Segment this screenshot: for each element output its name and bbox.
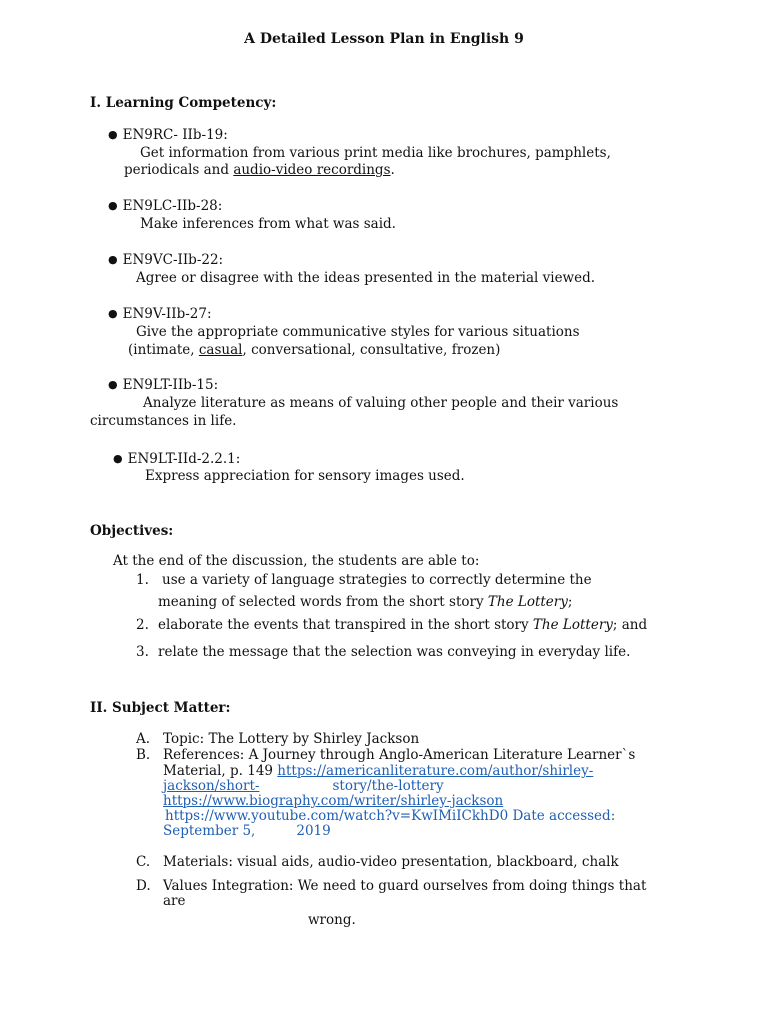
bullet-icon: ● (108, 128, 118, 141)
objective-text: elaborate the events that transpired in the short story (158, 617, 533, 633)
objectives-intro: At the end of the discussion, the students are able to: (113, 553, 480, 569)
biography-link-text[interactable]: https://www.biography.com/writer/shirley-jackson (163, 793, 504, 809)
objective-text: use a variety of language strategies to correctly determine the (162, 572, 592, 588)
bullet-icon: ● (108, 253, 118, 266)
section-heading-subject-matter (90, 699, 231, 717)
date-accessed-label: Date accessed: (512, 808, 616, 824)
subject-item-cont: are (163, 893, 186, 909)
objective-number: 3. (136, 644, 149, 660)
section-title: Subject Matter: (112, 700, 231, 716)
date-text: September 5, (163, 823, 256, 839)
text-span: periodicals and (124, 162, 234, 178)
text-span: ; (567, 594, 573, 610)
competency-description-cont (128, 341, 500, 359)
objectives-heading: Objectives: (90, 523, 174, 539)
objective-text: relate the message that the selection was conveying in everyday life. (158, 644, 631, 660)
bullet-icon: ● (108, 378, 118, 391)
bullet-icon: ● (108, 199, 118, 212)
objective-number: 2. (136, 617, 149, 633)
section-numeral: II. (90, 700, 108, 716)
date-accessed-value (163, 822, 331, 840)
competency-code: EN9VC-IIb-22: (122, 252, 224, 268)
competency-code: EN9LT-IIb-15: (122, 377, 219, 393)
objective-item (136, 571, 592, 589)
story-title: The Lottery (532, 617, 613, 633)
subject-letter: D. (136, 878, 151, 894)
objective-item (136, 616, 647, 634)
competency-item-code (108, 197, 222, 216)
competency-item-code (108, 126, 228, 145)
page-title: A Detailed Lesson Plan in English 9 (244, 31, 524, 47)
bullet-icon: ● (108, 307, 118, 320)
competency-code: EN9V-IIb-27: (122, 306, 212, 322)
competency-item-code (108, 376, 218, 395)
objective-item-cont (158, 593, 572, 611)
text-span: Material, p. 149 (163, 763, 278, 779)
americanliterature-link-cont[interactable]: jackson/short- (163, 778, 260, 794)
casual-underlined: casual (198, 342, 243, 358)
text-span: . (390, 162, 395, 178)
competency-description: Make inferences from what was said. (140, 216, 396, 232)
section-title: Learning Competency: (105, 95, 277, 111)
section-numeral: I. (90, 95, 102, 111)
subject-letter: C. (136, 854, 151, 870)
text-span: meaning of selected words from the short story (158, 594, 488, 610)
objective-item (136, 643, 630, 661)
subject-letter: A. (136, 731, 151, 747)
subject-item-cont: wrong. (308, 912, 356, 928)
competency-item-code (108, 251, 223, 270)
subject-item (136, 877, 646, 895)
competency-description: Express appreciation for sensory images used. (145, 468, 465, 484)
competency-code: EN9LT-IId-2.2.1: (127, 451, 241, 467)
bullet-icon: ● (113, 452, 123, 465)
subject-item (136, 853, 619, 871)
americanliterature-link-cont-2[interactable]: story/the-lottery (332, 778, 444, 794)
section-heading-learning-competency (90, 94, 276, 112)
subject-text: Values Integration: We need to guard ourselves from doing things that (163, 878, 647, 894)
competency-code: EN9LC-IIb-28: (122, 198, 223, 214)
audio-video-recordings-link[interactable]: audio-video recordings (233, 162, 391, 178)
objective-number: 1. (136, 572, 149, 588)
subject-text: Topic: The Lottery by Shirley Jackson (163, 731, 420, 747)
text-span: (intimate, (128, 342, 199, 358)
competency-description-cont: circumstances in life. (90, 413, 237, 429)
competency-description: Analyze literature as means of valuing other people and their various (143, 395, 619, 411)
subject-text: Materials: visual aids, audio-video presentation, blackboard, chalk (163, 854, 619, 870)
youtube-link[interactable]: https://www.youtube.com/watch?v=KwIMiICkhD0 (165, 808, 509, 824)
text-span: ; and (612, 617, 648, 633)
competency-description-cont (124, 161, 395, 179)
competency-description: Agree or disagree with the ideas presented in the material viewed. (136, 270, 596, 286)
year-text: 2019 (296, 823, 331, 839)
story-title: The Lottery (487, 594, 568, 610)
americanliterature-link[interactable]: https://americanliterature.com/author/shirley- (277, 763, 594, 779)
competency-description: Give the appropriate communicative styles for various situations (136, 324, 580, 340)
text-span: , conversational, consultative, frozen) (242, 342, 501, 358)
competency-description: Get information from various print media like brochures, pamphlets, (140, 145, 611, 161)
subject-text: References: A Journey through Anglo-American Literature Learner`s (163, 747, 636, 763)
competency-item-code (108, 305, 212, 324)
competency-code: EN9RC- IIb-19: (122, 127, 228, 143)
subject-letter: B. (136, 747, 151, 763)
